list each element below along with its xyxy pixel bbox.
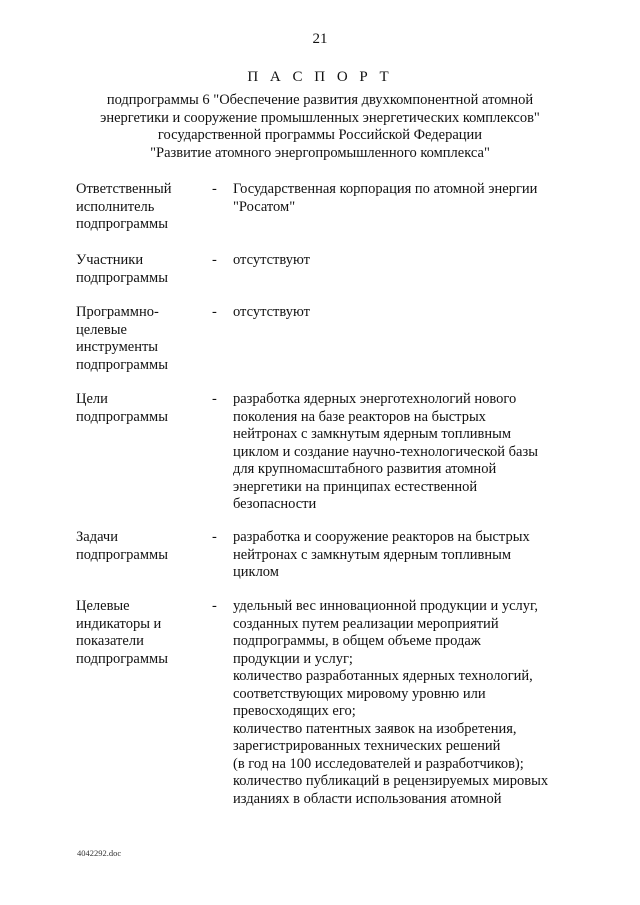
value-line: циклом и создание научно-технологической базы — [233, 443, 538, 460]
row-value — [233, 252, 593, 270]
label-line: подпрограммы — [76, 216, 168, 232]
value-line: отсутствуют — [233, 252, 310, 268]
value-line: "Росатом" — [233, 198, 296, 215]
row-label — [76, 304, 206, 374]
label-line: Программно- — [76, 304, 159, 320]
page-number: 21 — [312, 31, 328, 47]
value-line: циклом — [233, 564, 279, 580]
row-value — [233, 304, 593, 322]
label-line: Участники — [76, 252, 144, 268]
row-value — [233, 529, 593, 582]
row-value — [233, 181, 593, 216]
value-line: разработка ядерных энерготехнологий нового — [233, 391, 517, 407]
value-line: (в год на 100 исследователей и разработчиков); — [233, 755, 524, 772]
file-name-footer: 4042292.doc — [77, 848, 122, 858]
row-dash: - — [212, 391, 217, 407]
label-line: исполнитель — [76, 198, 155, 215]
value-line: энергетики на принципах естественной — [233, 478, 478, 495]
subtitle-line: подпрограммы 6 "Обеспечение развития двухкомпонентной атомной — [106, 92, 534, 108]
label-line: подпрограммы — [76, 546, 168, 563]
value-line: количество разработанных ядерных технологий, — [233, 668, 533, 684]
document-title: П А С П О Р Т — [247, 69, 393, 85]
label-line: подпрограммы — [76, 269, 168, 286]
label-line: инструменты — [76, 339, 159, 355]
row-dash: - — [212, 181, 217, 197]
value-line: изданиях в области использования атомной — [233, 790, 502, 807]
row-dash: - — [212, 598, 217, 614]
value-line: разработка и сооружение реакторов на быстрых — [233, 529, 530, 545]
document-subtitle — [0, 92, 640, 162]
value-line: подпрограммы, в общем объеме продаж — [233, 633, 481, 649]
value-line: превосходящих его; — [233, 703, 356, 719]
subtitle-line: энергетики и сооружение промышленных энергетических комплексов" — [100, 109, 540, 126]
label-line: Цели — [76, 391, 108, 407]
row-label — [76, 252, 206, 287]
row-dash: - — [212, 529, 217, 545]
value-line: удельный вес инновационной продукции и услуг, — [233, 598, 538, 614]
row-value — [233, 391, 593, 514]
row-value — [233, 598, 593, 808]
value-line: количество публикаций в рецензируемых мировых — [233, 773, 549, 789]
row-label — [76, 529, 206, 564]
row-dash: - — [212, 252, 217, 268]
value-line: созданных путем реализации мероприятий — [233, 615, 499, 632]
row-dash: - — [212, 304, 217, 320]
label-line: подпрограммы — [76, 650, 168, 667]
label-line: показатели — [76, 633, 144, 649]
row-label — [76, 181, 206, 234]
subtitle-line: государственной программы Российской Федерации — [157, 127, 483, 143]
value-line: безопасности — [233, 496, 317, 512]
value-line: для крупномасштабного развития атомной — [233, 461, 497, 477]
value-line: количество патентных заявок на изобретения, — [233, 720, 517, 737]
value-line: нейтронах с замкнутым ядерным топливным — [233, 546, 512, 563]
value-line: соответствующих мировому уровню или — [233, 685, 486, 702]
value-line: зарегистрированных технических решений — [233, 738, 501, 754]
row-label — [76, 391, 206, 426]
label-line: Ответственный — [76, 181, 172, 197]
label-line: Задачи — [76, 529, 118, 545]
value-line: продукции и услуг; — [233, 650, 353, 667]
label-line: подпрограммы — [76, 408, 168, 425]
label-line: подпрограммы — [76, 356, 168, 373]
value-line: отсутствуют — [233, 304, 310, 320]
row-label — [76, 598, 206, 668]
label-line: Целевые — [76, 598, 130, 614]
label-line: индикаторы и — [76, 615, 162, 632]
subtitle-line: "Развитие атомного энергопромышленного комплекса" — [150, 144, 490, 161]
value-line: поколения на базе реакторов на быстрых — [233, 408, 486, 425]
label-line: целевые — [76, 321, 127, 338]
value-line: нейтронах с замкнутым ядерным топливным — [233, 426, 512, 442]
value-line: Государственная корпорация по атомной энергии — [233, 181, 538, 197]
